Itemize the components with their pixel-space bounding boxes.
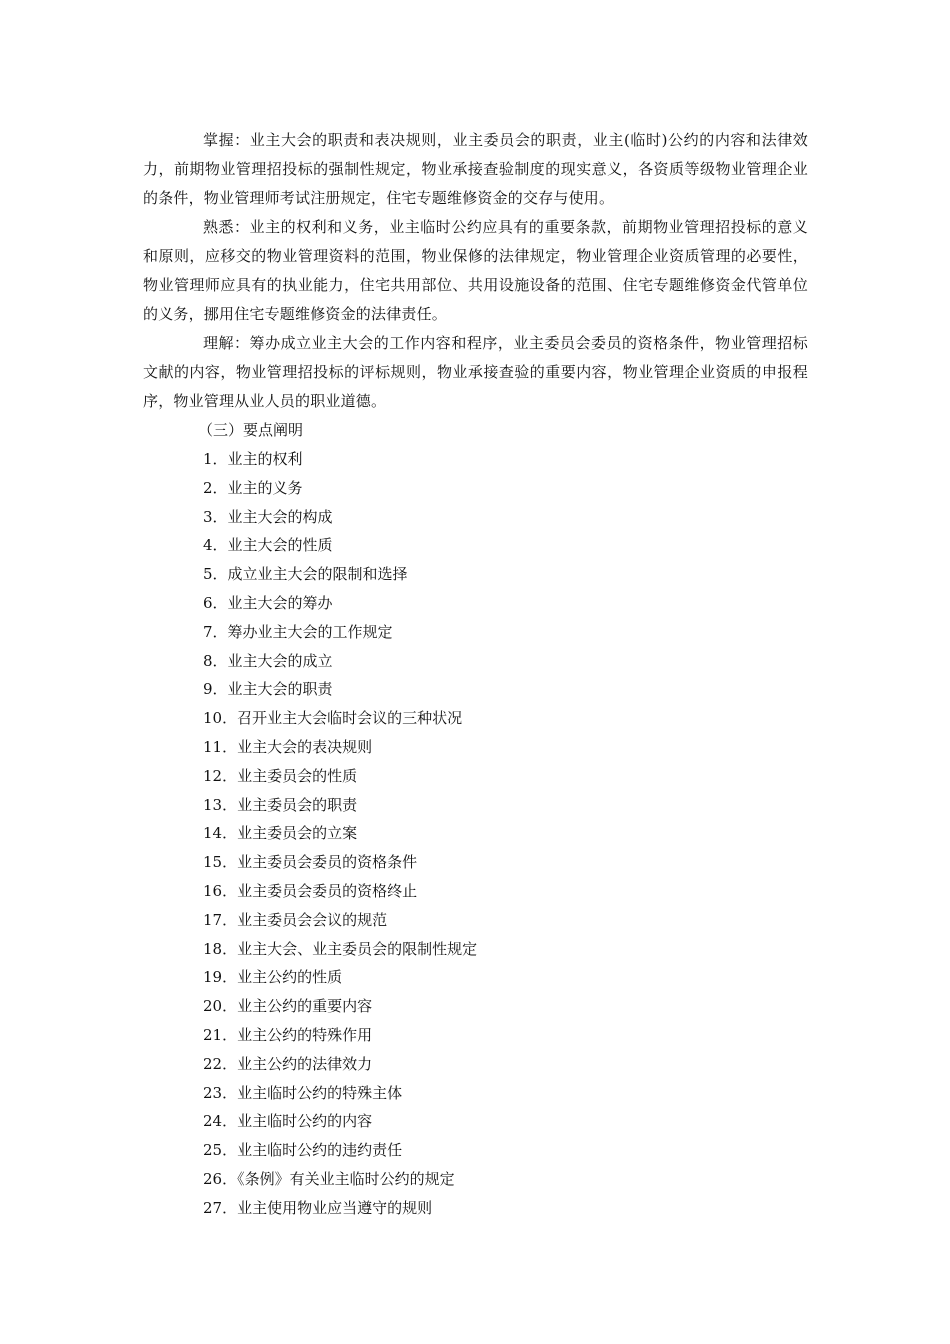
list-item: 4．业主大会的性质 (203, 536, 333, 555)
paragraph-master: 掌握：业主大会的职责和表决规则，业主委员会的职责，业主(临时)公约的内容和法律效力，前期物业管理招投标的强制性规定，物业承接查验制度的现实意义，各资质等级物业管理企业的条件，物业管理师考试注册规定，住宅专题维修资金的交存与使用。 (143, 131, 808, 207)
list-item: 22．业主公约的法律效力 (203, 1054, 373, 1073)
list-item: 23．业主临时公约的特殊主体 (203, 1083, 403, 1102)
list-item: 14．业主委员会的立案 (203, 824, 358, 843)
list-item: 7．筹办业主大会的工作规定 (203, 622, 393, 641)
list-item: 24．业主临时公约的内容 (203, 1112, 373, 1131)
list-item: 16．业主委员会委员的资格终止 (203, 881, 418, 900)
list-item: 21．业主公约的特殊作用 (203, 1025, 373, 1044)
paragraph-understand: 理解：筹办成立业主大会的工作内容和程序，业主委员会委员的资格条件，物业管理招标文献的内容，物业管理招投标的评标规则，物业承接查验的重要内容，物业管理企业资质的申报程序，物业管理从业人员的职业道德。 (143, 334, 808, 410)
list-item: 20．业主公约的重要内容 (203, 997, 373, 1016)
list-item: 27．业主使用物业应当遵守的规则 (203, 1198, 433, 1217)
list-item: 10．召开业主大会临时会议的三种状况 (203, 709, 463, 728)
document-page (143, 126, 808, 1223)
key-points-list (143, 445, 808, 1223)
paragraph-familiar: 熟悉：业主的权利和义务，业主临时公约应具有的重要条款，前期物业管理招投标的意义和原则，应移交的物业管理资料的范围，物业保修的法律规定，物业管理企业资质管理的必要性，物业管理师应具有的执业能力，住宅共用部位、共用设施设备的范围、住宅专题维修资金代管单位的义务，挪用住宅专题维修资金的法律责任。 (143, 218, 808, 323)
list-item: 1．业主的权利 (203, 450, 303, 468)
list-item: 26．《条例》有关业主临时公约的规定 (203, 1169, 455, 1188)
list-item: 15．业主委员会委员的资格条件 (203, 853, 418, 872)
list-item: 3．业主大会的构成 (203, 507, 333, 526)
list-item: 25．业主临时公约的违约责任 (203, 1141, 403, 1160)
list-item: 2．业主的义务 (203, 478, 303, 497)
list-item: 17．业主委员会会议的规范 (203, 910, 388, 929)
list-item: 8．业主大会的成立 (203, 651, 333, 670)
section-heading: （三）要点阐明 (198, 421, 304, 439)
list-item: 5．成立业主大会的限制和选择 (203, 565, 408, 584)
list-item: 19．业主公约的性质 (203, 968, 343, 987)
list-item: 9．业主大会的职责 (203, 680, 333, 699)
list-item: 13．业主委员会的职责 (203, 795, 358, 814)
list-item: 6．业主大会的筹办 (203, 593, 333, 612)
list-item: 11．业主大会的表决规则 (203, 737, 373, 756)
list-item: 12．业主委员会的性质 (203, 766, 358, 785)
list-item: 18．业主大会、业主委员会的限制性规定 (203, 939, 478, 958)
